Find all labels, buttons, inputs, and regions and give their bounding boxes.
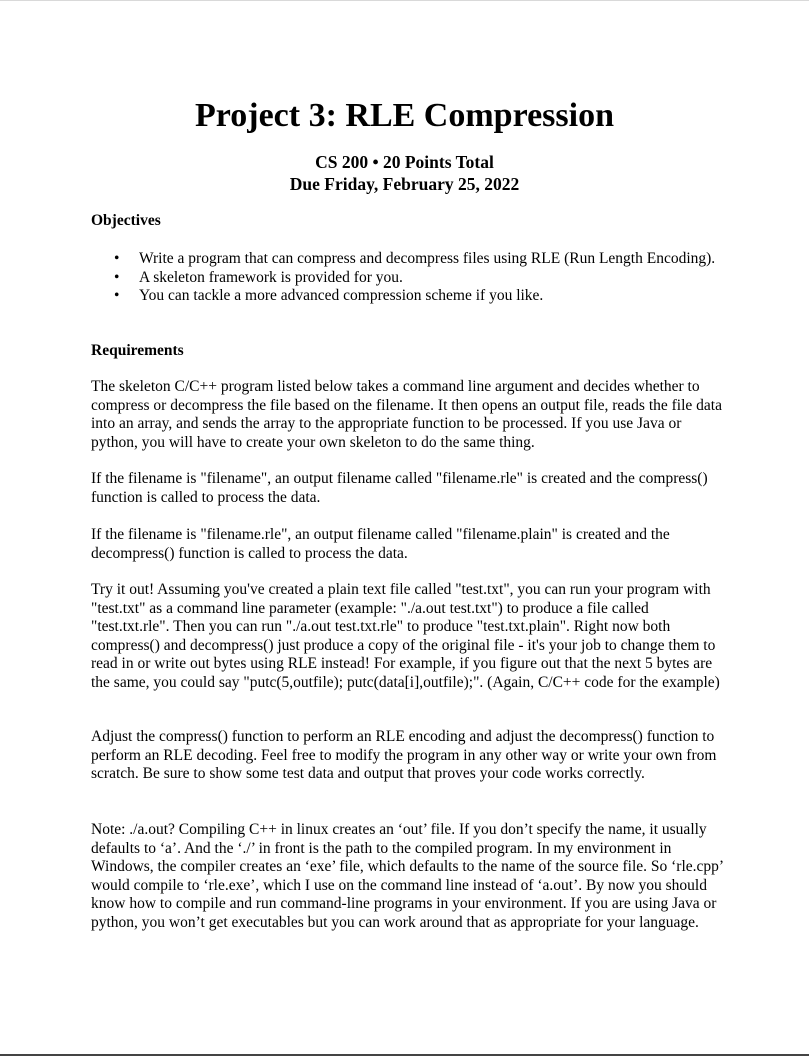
requirements-heading: Requirements xyxy=(91,342,184,359)
requirements-paragraph-try-it: Try it out! Assuming you've created a plain text file called "test.txt", you can run your program with "test.txt" as a command line parameter (example: "./a.out test.txt") to produce a file called "test.txt.rle". Then you can run "./a.out test.txt.rle" to produce "test.txt.plain". Right now both compress() and decompress() just produce a copy of the original file - it's your job to change them to read in or write out bytes using RLE instead! For example, if you figure out that the next 5 bytes are the same, you could say "putc(5,outfile); putc(data[i],outfile);". (Again, C/C++ code for the example) xyxy=(91,581,720,691)
requirements-paragraph-adjust: Adjust the compress() function to perform an RLE encoding and adjust the decompress() function to perform an RLE decoding. Feel free to modify the program in any other way or write your own from scratch. Be sure to show some test data and output that proves your code works correctly. xyxy=(91,728,717,782)
page-title: Project 3: RLE Compression xyxy=(195,97,614,134)
bullet-icon: • xyxy=(114,268,120,286)
requirements-paragraph-decompress: If the filename is "filename.rle", an output filename called "filename.plain" is created and the decompress() function is called to process the data. xyxy=(91,526,670,562)
list-item xyxy=(91,250,731,269)
objective-text: You can tackle a more advanced compression scheme if you like. xyxy=(139,287,544,304)
objective-text: A skeleton framework is provided for you. xyxy=(139,268,403,286)
requirements-paragraph-note: Note: ./a.out? Compiling C++ in linux creates an ‘out’ file. If you don’t specify the name, it usually defaults to ‘a’. And the ‘./’ in front is the path to the compiled program. In my environment in Windows, the compiler creates an ‘exe’ file, which defaults to the name of the source file. So ‘rle.cpp’ would compile to ‘rle.exe’, which I use on the command line instead of ‘a.out’. By now you should know how to compile and run command-line programs in your environment. If you are using Java or python, you won’t get executables but you can work around that as appropriate for your language. xyxy=(91,821,723,931)
course-subtitle: CS 200 • 20 Points Total xyxy=(315,152,494,172)
bullet-icon: • xyxy=(114,287,120,304)
objectives-list xyxy=(91,250,731,306)
due-date-subtitle: Due Friday, February 25, 2022 xyxy=(289,174,520,194)
list-item xyxy=(91,269,731,288)
objective-text: Write a program that can compress and decompress files using RLE (Run Length Encoding). xyxy=(139,250,716,267)
bullet-icon: • xyxy=(114,250,120,267)
requirements-paragraph-skeleton: The skeleton C/C++ program listed below takes a command line argument and decides whether to compress or decompress the file based on the filename. It then opens an output file, reads the file data into an array, and sends the array to the appropriate function to be processed. If you use Java or python, you will have to create your own skeleton to do the same thing. xyxy=(91,378,722,451)
requirements-paragraph-compress: If the filename is "filename", an output filename called "filename.rle" is created and the compress() function is called to process the data. xyxy=(91,470,708,506)
objectives-heading: Objectives xyxy=(91,212,161,229)
list-item xyxy=(91,287,731,306)
